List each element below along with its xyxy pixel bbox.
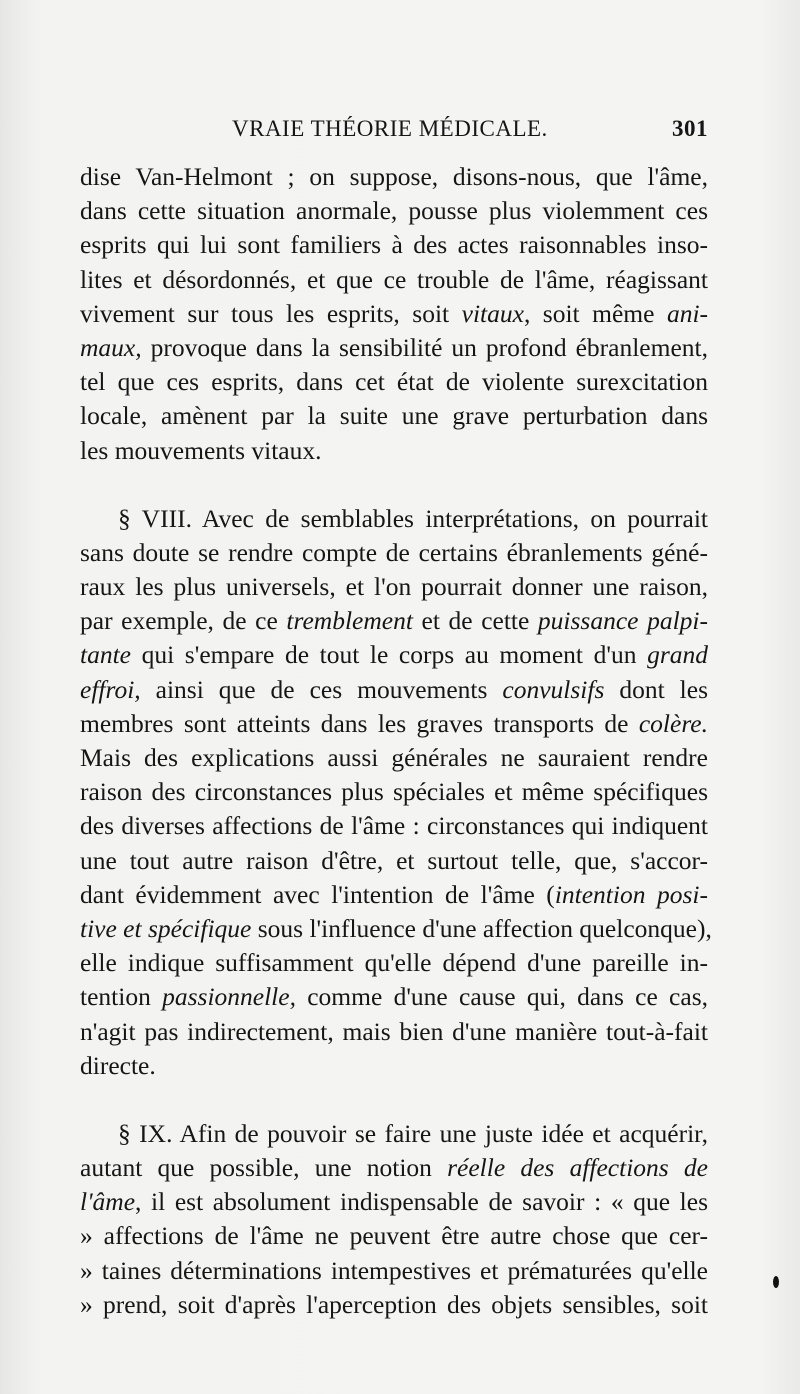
text-run: , il est absolument indispensable de savoir : « que les bbox=[135, 1187, 708, 1217]
text-line: esprits qui lui sont familiers à des actes raisonnables inso- bbox=[80, 230, 708, 260]
paragraph-gap bbox=[80, 468, 708, 502]
text-line bbox=[80, 707, 708, 741]
text-line: raison des circonstances plus spéciales et même spécifiques bbox=[80, 777, 708, 807]
text-line: lites et désordonnés, et que ce trouble de l'âme, réagissant bbox=[80, 264, 708, 294]
italic-run: effroi, bbox=[80, 674, 141, 704]
italic-run: maux, bbox=[80, 332, 142, 362]
text-line: tel que ces esprits, dans cet état de violente surexcitation bbox=[80, 367, 708, 397]
text-run: dant évidemment avec l'intention de l'âme ( bbox=[80, 879, 555, 909]
paragraph-gap bbox=[80, 1083, 708, 1117]
text-run: provoque dans la sensibilité un profond ébranlement, bbox=[141, 332, 708, 362]
text-line bbox=[80, 1151, 708, 1185]
italic-run: passionnelle, bbox=[162, 982, 296, 1012]
text-line bbox=[80, 878, 708, 912]
running-title: VRAIE THÉORIE MÉDICALE. bbox=[232, 116, 548, 141]
text-line: des diverses affections de l'âme : circonstances qui indiquent bbox=[80, 811, 708, 841]
text-line: Mais des explications aussi générales ne sauraient rendre bbox=[80, 743, 708, 772]
text-line: directe. bbox=[80, 1050, 156, 1080]
text-run: tention bbox=[80, 982, 163, 1012]
italic-run: grand bbox=[647, 640, 708, 670]
italic-run: tive et spécifique bbox=[80, 913, 252, 943]
text-run: § IX. Afin de pouvoir se faire une juste idée et acquérir, bbox=[118, 1118, 708, 1148]
text-run: ainsi que de ces mouvements bbox=[140, 674, 503, 704]
text-line: n'agit pas indirectement, mais bien d'une manière tout-à-fait bbox=[80, 1016, 708, 1046]
text-line: dans cette situation anormale, pousse plus violemment ces bbox=[80, 196, 708, 226]
text-run: , soit même bbox=[523, 298, 667, 328]
text-run: dont les bbox=[604, 674, 708, 704]
text-line: » prend, soit d'après l'aperception des objets sensibles, soit bbox=[80, 1289, 708, 1319]
italic-run: l'âme bbox=[80, 1187, 136, 1217]
italic-run: puissance palpi- bbox=[537, 606, 708, 636]
italic-run: intention posi- bbox=[554, 879, 708, 909]
text-line: » affections de l'âme ne peuvent être autre chose que cer- bbox=[80, 1221, 708, 1251]
text-line bbox=[80, 331, 708, 365]
page-header bbox=[80, 112, 708, 148]
text-line: locale, amènent par la suite une grave perturbation dans bbox=[80, 401, 708, 431]
text-run: autant que possible, une notion bbox=[80, 1153, 448, 1183]
italic-run: tante bbox=[80, 640, 131, 670]
text-line bbox=[80, 502, 708, 536]
text-line: elle indique suffisamment qu'elle dépend d'une pareille in- bbox=[80, 948, 708, 978]
text-line: raux les plus universels, et l'on pourrait donner une raison, bbox=[80, 572, 708, 602]
text-line: dise Van-Helmont ; on suppose, disons-nous, que l'âme, bbox=[80, 162, 708, 191]
text-line bbox=[80, 297, 708, 331]
text-line: sans doute se rendre compte de certains ébranlements géné- bbox=[80, 537, 708, 567]
text-line bbox=[80, 1185, 708, 1219]
text-run: comme d'une cause qui, dans ce cas, bbox=[295, 982, 708, 1012]
text-run: § VIII. Avec de semblables interprétations, on pourrait bbox=[118, 503, 708, 533]
text-line: » taines déterminations intempestives et prématurées qu'elle bbox=[80, 1255, 708, 1285]
text-run: sous l'influence d'une affection quelconque), bbox=[251, 913, 712, 943]
italic-run: réelle des affections de bbox=[447, 1153, 708, 1183]
italic-run: convulsifs bbox=[502, 674, 605, 704]
text-line bbox=[80, 980, 708, 1014]
text-line: une tout autre raison d'être, et surtout telle, que, s'accor- bbox=[80, 845, 708, 875]
text-run: qui s'empare de tout le corps au moment d'un bbox=[131, 640, 648, 670]
body-text bbox=[80, 160, 712, 1322]
italic-run: colère. bbox=[638, 708, 708, 738]
text-line bbox=[80, 673, 708, 707]
text-run: par exemple, de ce bbox=[80, 606, 287, 636]
text-line bbox=[80, 912, 712, 946]
text-run: et de cette bbox=[412, 606, 538, 636]
text-line bbox=[80, 1117, 708, 1151]
text-run: membres sont atteints dans les graves transports de bbox=[80, 708, 639, 738]
text-run: vivement sur tous les esprits, soit bbox=[80, 298, 462, 328]
italic-run: vitaux bbox=[461, 298, 524, 328]
italic-run: tremblement bbox=[286, 606, 413, 636]
text-line bbox=[80, 638, 708, 672]
italic-run: ani- bbox=[666, 298, 709, 328]
ink-speck bbox=[773, 1276, 779, 1288]
page-number: 301 bbox=[672, 116, 708, 141]
text-line: les mouvements vitaux. bbox=[80, 435, 322, 465]
text-line bbox=[80, 604, 708, 638]
